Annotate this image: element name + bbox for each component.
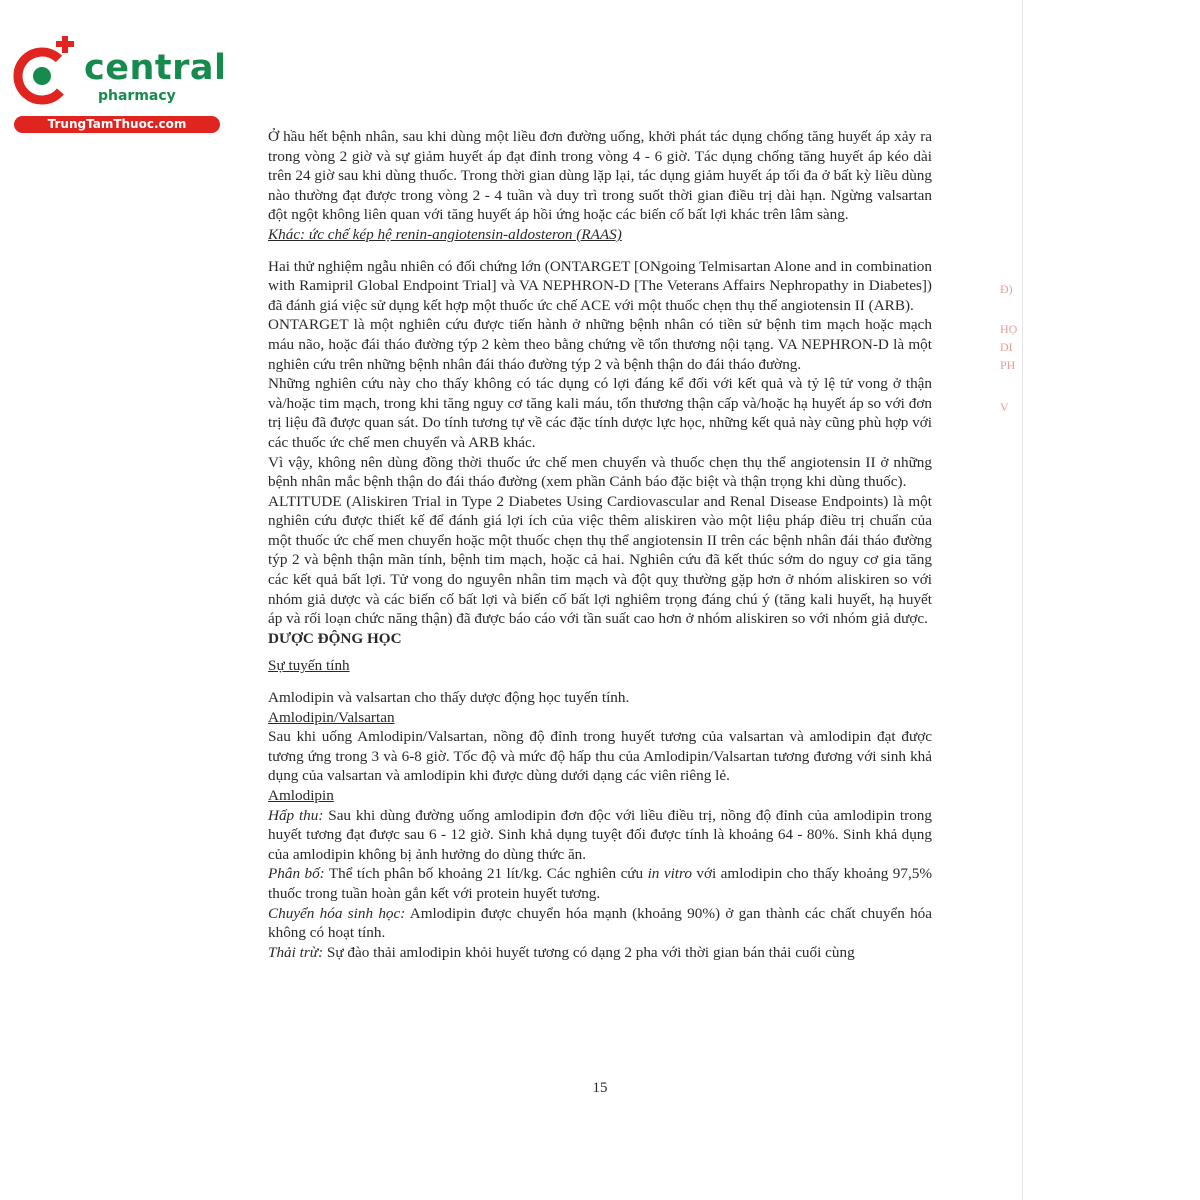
central-pharmacy-logo bbox=[10, 36, 227, 136]
raas-heading-text: Khác: ức chế kép hệ renin-angiotensin-aldosteron (RAAS) bbox=[268, 225, 622, 243]
paragraph-elimination bbox=[268, 943, 932, 963]
distribution-text-2: với amlodipin cho thấy khoảng 97,5% thuốc trong tuần hoàn gắn kết với protein huyết tương. bbox=[268, 865, 932, 902]
absorption-label: Hấp thu: bbox=[268, 806, 324, 824]
stamp-text: V bbox=[1000, 400, 1009, 414]
linearity-heading-text: Sự tuyến tính bbox=[268, 657, 350, 675]
brand-name: central bbox=[84, 48, 227, 88]
brand-url-badge: TrungTamThuoc.com bbox=[14, 116, 220, 133]
red-stamp-fragment bbox=[1000, 280, 1030, 440]
paragraph-altitude: ALTITUDE (Aliskiren Trial in Type 2 Diabetes Using Cardiovascular and Renal Disease Endpoints) là một nghiên cứu được thiết kế để đánh giá lợi ích của việc thêm aliskiren vào một liệu pháp điều trị chuẩn của một thuốc ức chế men chuyển hoặc một thuốc chẹn thụ thể angiotensin II trên các bệnh nhân đái tháo đường týp 2 và bệnh thận mãn tính, bệnh tim mạch, hoặc cả hai. Nghiên cứu đã kết thúc sớm do nguy cơ gia tăng các kết quả bất lợi. Tử vong do nguyên nhân tim mạch và đột quỵ thường gặp hơn ở nhóm aliskiren so với nhóm giả dược và các biến cố bất lợi và biến cố bất lợi nghiêm trọng đáng chú ý (tăng kali huyết, hạ huyết áp và rối loạn chức năng thận) đã được báo cáo với tần suất cao hơn ở nhóm aliskiren so với nhóm giả dược. bbox=[268, 492, 932, 628]
metabolism-text: Amlodipin được chuyển hóa mạnh (khoảng 90%) ở gan thành các chất chuyển hóa không có hoạt tính. bbox=[268, 904, 932, 942]
page-number: 15 bbox=[592, 1080, 608, 1096]
amlodipin-valsartan-heading bbox=[268, 708, 932, 728]
stamp-text: PH bbox=[1000, 358, 1016, 372]
section-heading-pharmacokinetics: DƯỢC ĐỘNG HỌC bbox=[268, 629, 402, 647]
distribution-text: Thể tích phân bố khoảng 21 lít/kg. Các nghiên cứu bbox=[324, 865, 648, 883]
amlodipin-heading bbox=[268, 786, 932, 806]
metabolism-label: Chuyển hóa sinh học: bbox=[268, 904, 406, 922]
amlodipin-valsartan-heading-text: Amlodipin/Valsartan bbox=[268, 708, 395, 726]
page-edge-divider bbox=[1022, 0, 1023, 1200]
in-vitro-text: in vitro bbox=[647, 865, 692, 883]
elimination-label: Thải trừ: bbox=[268, 943, 324, 961]
paragraph-combination: Sau khi uống Amlodipin/Valsartan, nồng độ đỉnh trong huyết tương của valsartan và amlodipin đạt được tương ứng trong 3 và 6-8 giờ. Tốc độ và mức độ hấp thu của Amlodipin/Valsartan tương đương với sinh khả dụng của valsartan và amlodipin khi được dùng dưới dạng các viên riêng lẻ. bbox=[268, 728, 932, 785]
paragraph-onset: Ở hầu hết bệnh nhân, sau khi dùng một liều đơn đường uống, khởi phát tác dụng chống tăng huyết áp xảy ra trong vòng 2 giờ và sự giảm huyết áp đạt đỉnh trong vòng 4 - 6 giờ. Tác dụng chống tăng huyết áp kéo dài trên 24 giờ sau khi dùng thuốc. Trong thời gian dùng lặp lại, tác dụng giảm huyết áp tối đa ở bất kỳ liều dùng nào thường đạt được trong vòng 2 - 4 tuần và duy trì trong suốt thời gian điều trị dài hạn. Ngừng valsartan đột ngột không liên quan với tăng huyết áp hồi ứng hoặc các biến cố bất lợi khác trên lâm sàng. bbox=[268, 128, 932, 224]
linearity-heading bbox=[268, 656, 932, 676]
stamp-text: Đ) bbox=[1000, 282, 1013, 296]
amlodipin-heading-text: Amlodipin bbox=[268, 787, 334, 804]
brand-subtitle: pharmacy bbox=[98, 88, 176, 104]
elimination-text: Sự đào thải amlodipin khỏi huyết tương có dạng 2 pha với thời gian bán thải cuối cùng bbox=[323, 943, 855, 961]
paragraph-results: Những nghiên cứu này cho thấy không có tác dụng có lợi đáng kể đối với kết quả và tỷ lệ tử vong ở thận và/hoặc tim mạch, trong khi tăng nguy cơ tăng kali máu, tổn thương thận cấp và/hoặc hạ huyết áp so với đơn trị liệu đã được quan sát. Do tính tương tự về các đặc tính dược lực học, những kết quả này cũng phù hợp với các thuốc ức chế men chuyển và ARB khác. bbox=[268, 375, 932, 451]
absorption-text: Sau khi dùng đường uống amlodipin đơn độc với liều điều trị, nồng độ đỉnh của amlodipin trong huyết tương đạt được sau 6 - 12 giờ. Sinh khả dụng tuyệt đối được tính là khoảng 64 - 80%. Sinh khả dụng của amlodipin không bị ảnh hưởng do dùng thức ăn. bbox=[268, 806, 932, 863]
stamp-text: HỌ bbox=[1000, 322, 1018, 336]
distribution-label: Phân bố: bbox=[268, 865, 325, 883]
document-body bbox=[268, 127, 932, 962]
paragraph-metabolism bbox=[268, 904, 932, 943]
pharmacy-logo-icon bbox=[10, 36, 80, 106]
paragraph-trials: Hai thử nghiệm ngẫu nhiên có đối chứng lớn (ONTARGET [ONgoing Telmisartan Alone and in combination with Ramipril Global Endpoint Trial] và VA NEPHRON-D [The Veterans Affairs Nephropathy in Diabetes]) đã đánh giá việc sử dụng kết hợp một thuốc ức chế ACE với một thuốc chẹn thụ thể angiotensin II (ARB). bbox=[268, 257, 932, 314]
paragraph-recommendation: Vì vậy, không nên dùng đồng thời thuốc ức chế men chuyển và thuốc chẹn thụ thể angiotensin II ở những bệnh nhân mắc bệnh thận do đái tháo đường (xem phần Cảnh báo đặc biệt và thận trọng khi dùng thuốc). bbox=[268, 453, 932, 491]
paragraph-ontarget: ONTARGET là một nghiên cứu được tiến hành ở những bệnh nhân có tiền sử bệnh tim mạch hoặc mạch máu não, hoặc đái tháo đường týp 2 kèm theo bằng chứng về tổn thương nội tạng. VA NEPHRON-D là một nghiên cứu trên những bệnh nhân đái tháo đường týp 2 và bệnh thận do đái tháo đường. bbox=[268, 316, 932, 373]
paragraph-distribution bbox=[268, 864, 932, 903]
paragraph-linearity: Amlodipin và valsartan cho thấy dược động học tuyến tính. bbox=[268, 689, 630, 707]
stamp-text: DI bbox=[1000, 340, 1013, 354]
raas-heading bbox=[268, 225, 932, 245]
paragraph-absorption bbox=[268, 806, 932, 865]
